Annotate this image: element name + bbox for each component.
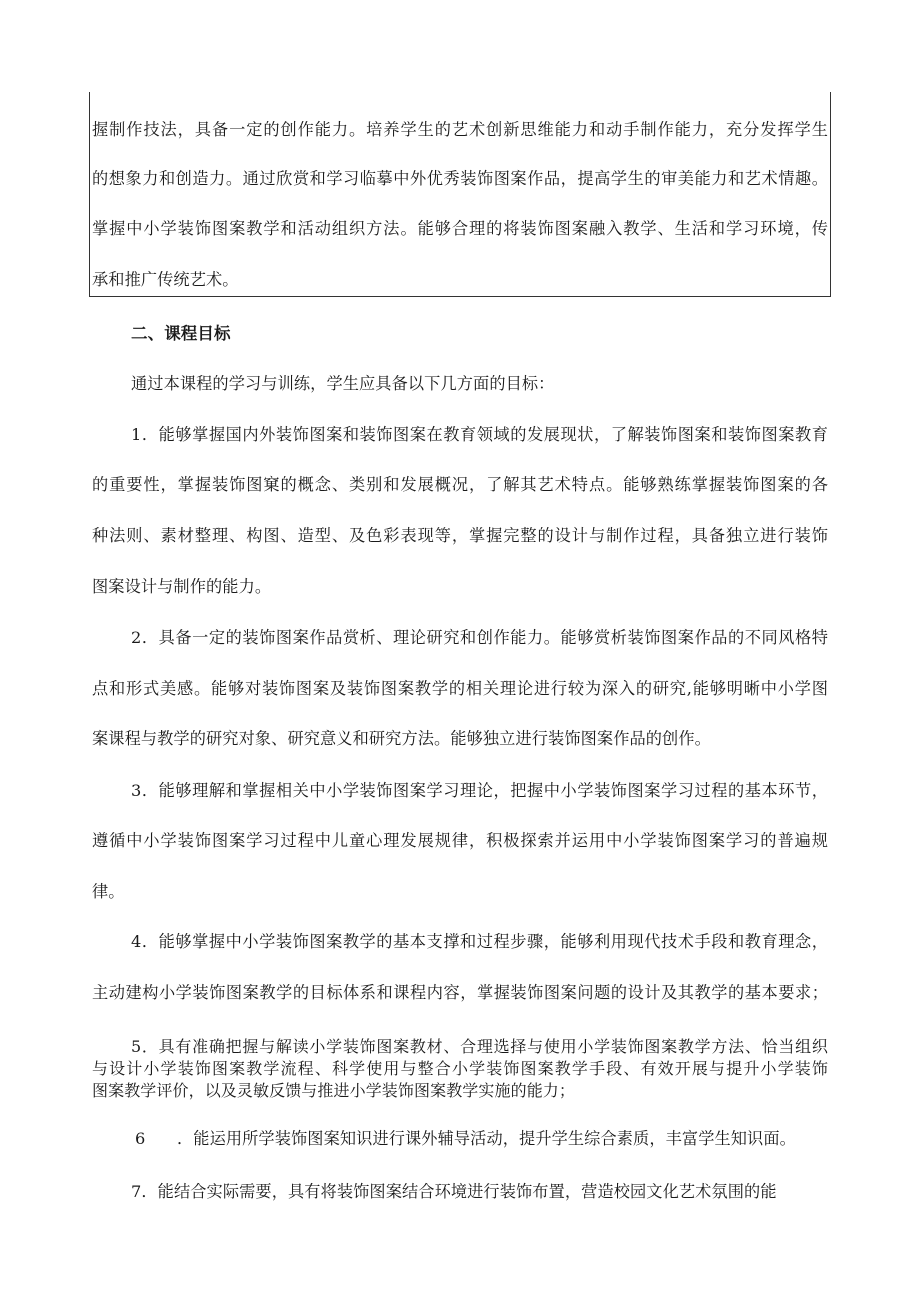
goal-3-line-3: 律。 [92,882,125,901]
section-heading: 二、课程目标 [131,324,231,343]
goal-5-line-2: 与设计小学装饰图案教学流程、科学使用与整合小学装饰图案教学手段、有效开展与提升小学装饰 [92,1059,828,1078]
box-line-4: 承和推广传统艺术。 [92,270,239,289]
goal-7-line-1: 7．能结合实际需要，具有将装饰图案结合环境进行装饰布置，营造校园文化艺术氛围的能 [131,1182,777,1201]
box-line-1: 握制作技法，具备一定的创作能力。培养学生的艺术创新思维能力和动手制作能力，充分发挥学生 [92,120,828,139]
goal-1-line-1: 1．能够掌握国内外装饰图案和装饰图案在教育领域的发展现状，了解装饰图案和装饰图案教育 [131,425,828,444]
goal-5-line-3: 图案教学评价，以及灵敏反馈与推进小学装饰图案教学实施的能力； [92,1081,576,1100]
goal-2-line-3: 案课程与教学的研究对象、研究意义和研究方法。能够独立进行装饰图案作品的创作。 [92,729,711,748]
goal-3-line-1: 3．能够理解和掌握相关中小学装饰图案学习理论，把握中小学装饰图案学习过程的基本环节， [131,781,828,800]
section-intro: 通过本课程的学习与训练，学生应具备以下几方面的目标： [131,374,555,393]
goal-4-line-1: 4．能够掌握中小学装饰图案教学的基本支撑和过程步骤，能够利用现代技术手段和教育理念， [131,932,828,951]
goal-2-line-1: 2．具备一定的装饰图案作品赏析、理论研究和创作能力。能够赏析装饰图案作品的不同风格特 [131,628,828,647]
box-line-3: 掌握中小学装饰图案教学和活动组织方法。能够合理的将装饰图案融入教学、生活和学习环境，传 [92,219,828,238]
goal-2-line-2: 点和形式美感。能够对装饰图案及装饰图案教学的相关理论进行较为深入的研究,能够明晰中小学图 [92,679,828,698]
goal-5-line-1: 5．具有准确把握与解读小学装饰图案教材、合理选择与使用小学装饰图案教学方法、恰当组织 [131,1037,828,1056]
goal-3-line-2: 遵循中小学装饰图案学习过程中儿童心理发展规律，积极探索并运用中小学装饰图案学习的普遍规 [92,831,828,850]
box-line-2: 的想象力和创造力。通过欣赏和学习临摹中外优秀装饰图案作品，提高学生的审美能力和艺术情趣。 [92,169,828,188]
goal-1-line-3: 种法则、素材整理、构图、造型、及色彩表现等，掌握完整的设计与制作过程，具备独立进行装饰 [92,526,828,545]
goal-1-line-4: 图案设计与制作的能力。 [92,577,272,596]
goal-6-number: 6 [135,1129,146,1148]
goal-6-text: ．能运用所学装饰图案知识进行课外辅导活动，提升学生综合素质，丰富学生知识面。 [177,1129,796,1148]
goal-4-line-2: 主动建构小学装饰图案教学的目标体系和课程内容，掌握装饰图案问题的设计及其教学的基本要求； [92,983,828,1002]
goal-1-line-2: 的重要性，掌握装饰图窠的概念、类别和发展概况，了解其艺术特点。能够熟练掌握装饰图案的各 [92,475,828,494]
